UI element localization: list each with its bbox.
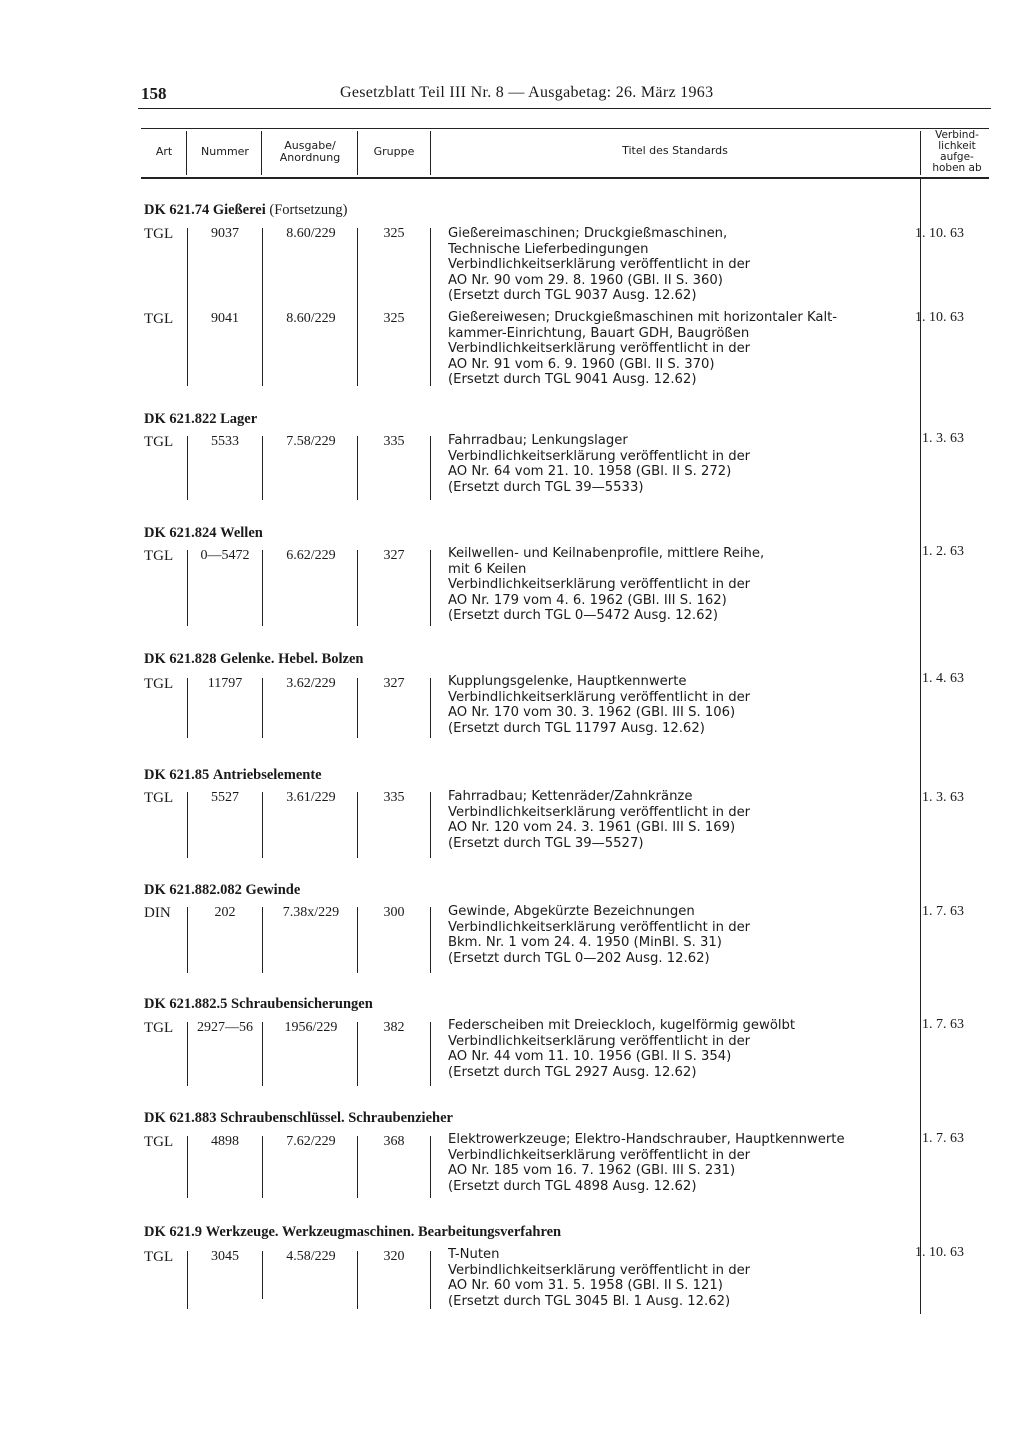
page-number: 158 [141,84,167,103]
col-header-art: Art [155,145,173,158]
col-header-ausgabe: Ausgabe/ Anordnung [279,139,341,164]
gruppe-cell: 325 [383,311,405,326]
aufgehoben-cell: 1. 10. 63 [915,310,964,325]
ausgabe-cell: 7.38x/229 [282,905,340,920]
art-cell: TGL [144,311,174,327]
art-cell: TGL [144,1020,174,1036]
aufgehoben-cell: 1. 3. 63 [922,790,964,805]
running-title: Gesetzblatt Teil III Nr. 8 — Ausgabetag: 26. März 1963 [340,84,714,101]
titel-cell: Keilwellen- und Keilnabenprofile, mittlere Reihe, mit 6 Keilen Verbindlichkeitserklärung veröffentlicht in der AO Nr. 179 vom 4. 6. 1962 (GBl. III S. 162) (Ersetzt durch TGL 0—5472 Ausg. 12.62) [448,546,765,623]
nummer-cell: 3045 [211,1249,239,1264]
col-divider [920,131,921,175]
ausgabe-cell: 8.60/229 [286,226,336,241]
ausgabe-cell: 3.61/229 [286,790,336,805]
aufgehoben-cell: 1. 4. 63 [922,671,964,686]
ausgabe-cell: 7.58/229 [286,434,336,449]
titel-cell: Fahrradbau; Lenkungslager Verbindlichkeitserklärung veröffentlicht in der AO Nr. 64 vom 21. 10. 1958 (GBl. II S. 272) (Ersetzt durch TGL 39—5533) [448,433,751,495]
art-cell: TGL [144,1249,174,1265]
art-cell: TGL [144,1134,174,1150]
titel-cell: Fahrradbau; Kettenräder/Zahnkränze Verbindlichkeitserklärung veröffentlicht in der AO Nr. 120 vom 24. 3. 1961 (GBl. III S. 169) (Ersetzt durch TGL 39—5527) [448,789,751,851]
titel-cell: Federscheiben mit Dreieckloch, kugelförmig gewölbt Verbindlichkeitserklärung veröffentlicht in der AO Nr. 44 vom 11. 10. 1956 (GBl. II S. 354) (Ersetzt durch TGL 2927 Ausg. 12.62) [448,1018,796,1080]
nummer-cell: 4898 [211,1134,239,1149]
titel-cell: Gießereiwesen; Druckgießmaschinen mit horizontaler Kalt- kammer-Einrichtung, Bauart GDH, Baugrößen Verbindlichkeitserklärung veröffentlicht in der AO Nr. 91 vom 6. 9. 1960 (GBl. II S. 370) (Ersetzt durch TGL 9041 Ausg. 12.62) [448,310,838,387]
titel-cell: T-Nuten Verbindlichkeitserklärung veröffentlicht in der AO Nr. 60 vom 31. 5. 1958 (GBl. II S. 121) (Ersetzt durch TGL 3045 Bl. 1 Ausg. 12.62) [448,1247,751,1309]
table-top-rule [141,128,989,129]
titel-cell: Kupplungsgelenke, Hauptkennwerte Verbindlichkeitserklärung veröffentlicht in der AO Nr. 170 vom 30. 3. 1962 (GBl. III S. 106) (Ersetzt durch TGL 11797 Ausg. 12.62) [448,674,751,736]
section-title: DK 621.9 Werkzeuge. Werkzeugmaschinen. Bearbeitungsverfahren [144,1224,562,1240]
section-title: DK 621.882.082 Gewinde [144,882,301,898]
nummer-cell: 202 [214,905,236,920]
nummer-cell: 5527 [211,790,239,805]
art-cell: TGL [144,434,174,450]
gruppe-cell: 335 [383,434,405,449]
aufgehoben-cell: 1. 7. 63 [922,1131,964,1146]
col-divider [357,131,358,175]
nummer-cell: 0—5472 [200,548,250,563]
titel-cell: Elektrowerkzeuge; Elektro-Handschrauber, Hauptkennwerte Verbindlichkeitserklärung veröffentlicht in der AO Nr. 185 vom 16. 7. 1962 (GBl. III S. 231) (Ersetzt durch TGL 4898 Ausg. 12.62) [448,1132,845,1194]
ausgabe-cell: 1956/229 [284,1020,338,1035]
nummer-cell: 11797 [207,676,243,691]
col-header-gruppe: Gruppe [373,145,415,158]
section-title: DK 621.824 Wellen [144,525,263,541]
aufgehoben-cell: 1. 3. 63 [922,431,964,446]
aufgehoben-cell: 1. 10. 63 [915,1245,964,1260]
aufgehoben-cell: 1. 10. 63 [915,226,964,241]
gruppe-cell: 327 [383,676,405,691]
aufgehoben-cell: 1. 7. 63 [922,904,964,919]
section-title: DK 621.74 Gießerei (Fortsetzung) [144,202,348,218]
col-divider [186,131,187,175]
table-header-rule [141,177,989,179]
nummer-cell: 2927—56 [197,1020,253,1035]
header-rule [138,108,991,109]
ausgabe-cell: 8.60/229 [286,311,336,326]
aufgehoben-cell: 1. 2. 63 [922,544,964,559]
gruppe-cell: 382 [383,1020,405,1035]
section-title: DK 621.828 Gelenke. Hebel. Bolzen [144,651,364,667]
col-divider [430,131,431,175]
col-header-verbindlichkeit: Verbind- lichkeit aufge- hoben ab [932,129,982,174]
ausgabe-cell: 3.62/229 [286,676,336,691]
gruppe-cell: 320 [383,1249,405,1264]
gruppe-cell: 325 [383,226,405,241]
col-header-titel: Titel des Standards [622,144,728,157]
art-cell: TGL [144,548,174,564]
titel-cell: Gewinde, Abgekürzte Bezeichnungen Verbindlichkeitserklärung veröffentlicht in der Bkm. Nr. 1 vom 24. 4. 1950 (MinBl. S. 31) (Ersetzt durch TGL 0—202 Ausg. 12.62) [448,904,751,966]
section-title: DK 621.883 Schraubenschlüssel. Schraubenzieher [144,1110,453,1126]
gruppe-cell: 335 [383,790,405,805]
art-cell: DIN [144,905,171,921]
aufgehoben-cell: 1. 7. 63 [922,1017,964,1032]
gruppe-cell: 300 [383,905,405,920]
art-cell: TGL [144,676,174,692]
right-column-rule [920,179,921,1314]
nummer-cell: 5533 [211,434,239,449]
ausgabe-cell: 6.62/229 [286,548,336,563]
section-title: DK 621.882.5 Schraubensicherungen [144,996,373,1012]
section-title: DK 621.85 Antriebselemente [144,767,322,783]
ausgabe-cell: 4.58/229 [286,1249,336,1264]
art-cell: TGL [144,790,174,806]
col-divider [261,131,262,175]
col-header-nummer: Nummer [201,145,249,158]
ausgabe-cell: 7.62/229 [286,1134,336,1149]
gruppe-cell: 327 [383,548,405,563]
art-cell: TGL [144,226,174,242]
section-title: DK 621.822 Lager [144,411,258,427]
nummer-cell: 9041 [211,311,239,326]
gruppe-cell: 368 [383,1134,405,1149]
nummer-cell: 9037 [211,226,239,241]
titel-cell: Gießereimaschinen; Druckgießmaschinen, Technische Lieferbedingungen Verbindlichkeitserklärung veröffentlicht in der AO Nr. 90 vom 29. 8. 1960 (GBl. II S. 360) (Ersetzt durch TGL 9037 Ausg. 12.62) [448,226,751,303]
